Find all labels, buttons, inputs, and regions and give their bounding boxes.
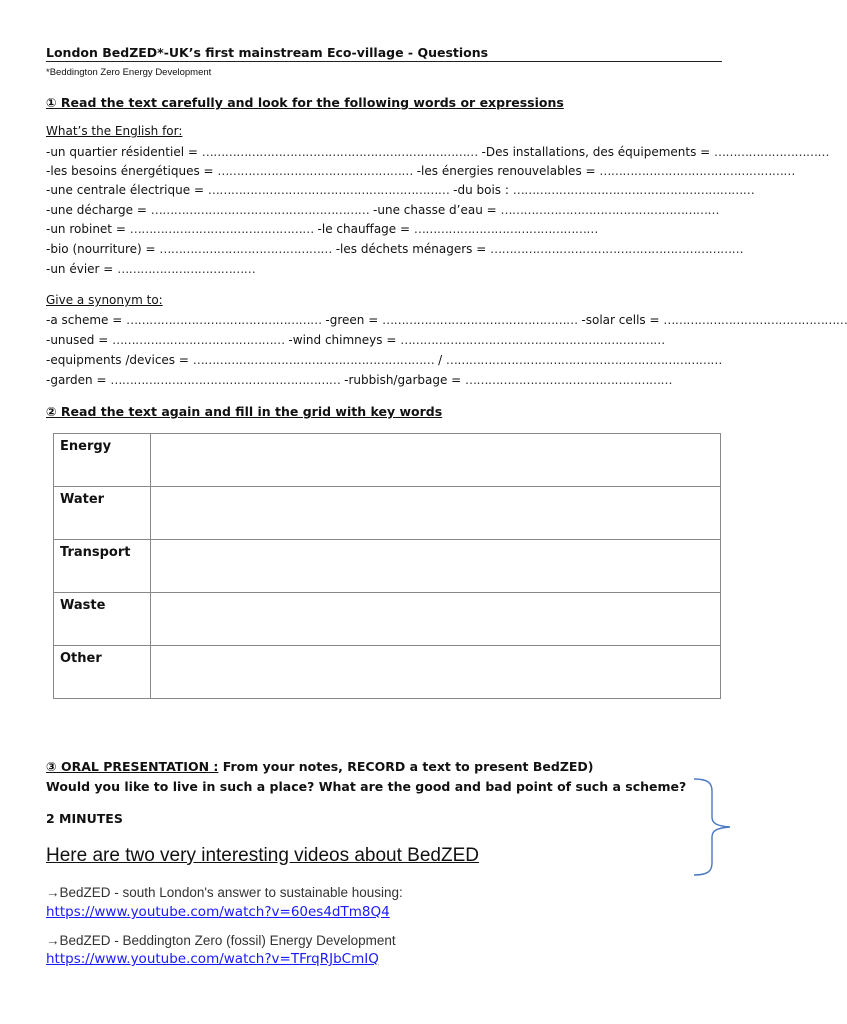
english-for-label: What’s the English for:	[46, 124, 183, 138]
vocab-prompt: -les énergies renouvelables =	[416, 164, 600, 178]
grid-row	[54, 434, 721, 487]
vocab-prompt: -une centrale électrique =	[46, 183, 208, 197]
vocab-row: -un quartier résidentiel = ……………………………………………………………… -Des installations, des équipements = …………………………	[46, 145, 830, 159]
section1-heading: ① Read the text carefully and look for the following words or expressions	[46, 95, 564, 110]
synonym-label: Give a synonym to:	[46, 293, 163, 307]
vocab-row: -un robinet = ………………………………………… -le chauffage = …………………………………………	[46, 222, 598, 236]
vocab-prompt: -une décharge =	[46, 203, 151, 217]
synonym-row: -garden = …………………………………………………… -rubbish/garbage = ………………………………………………	[46, 373, 673, 387]
grid-label: Water	[54, 487, 151, 540]
duration-label: 2 MINUTES	[46, 811, 123, 826]
section3-question: Would you like to live in such a place? What are the good and bad point of such a scheme?	[46, 779, 687, 794]
grid-label: Energy	[54, 434, 151, 487]
vocab-row: -une centrale électrique = ……………………………………………………… -du bois : ………………………………………………………	[46, 183, 755, 197]
synonym-prompt: -unused =	[46, 333, 113, 347]
grid-answer-cell[interactable]	[151, 646, 721, 699]
section3-heading	[46, 759, 594, 774]
right-brace-icon	[690, 777, 740, 877]
page-subtitle: *Beddington Zero Energy Development	[46, 67, 212, 78]
vocab-row: -les besoins énergétiques = …………………………………………… -les énergies renouvelables = ……………………………………………	[46, 164, 795, 178]
key-words-grid	[53, 433, 721, 699]
grid-row	[54, 646, 721, 699]
video-link[interactable]: https://www.youtube.com/watch?v=60es4dTm8Q4	[46, 904, 390, 920]
page-title: London BedZED*-UK’s first mainstream Eco-village - Questions	[46, 45, 722, 62]
synonym-prompt: -equipments /devices =	[46, 353, 193, 367]
synonym-prompt: -green =	[325, 313, 383, 327]
synonym-prompt: -rubbish/garbage =	[344, 373, 466, 387]
section3-circle: ③	[46, 759, 57, 774]
vocab-row: -bio (nourriture) = ……………………………………… -les déchets ménagers = …………………………………………………………	[46, 242, 744, 256]
grid-label: Transport	[54, 540, 151, 593]
video-label: →BedZED - south London's answer to sustainable housing:	[46, 885, 403, 900]
vocab-prompt: -Des installations, des équipements =	[481, 145, 715, 159]
section2-heading: ② Read the text again and fill in the grid with key words	[46, 404, 443, 419]
vocab-prompt: -bio (nourriture) =	[46, 242, 160, 256]
grid-answer-cell[interactable]	[151, 593, 721, 646]
vocab-prompt: -les déchets ménagers =	[335, 242, 491, 256]
grid-label: Other	[54, 646, 151, 699]
vocab-row: -une décharge = ………………………………………………… -une chasse d’eau = …………………………………………………	[46, 203, 719, 217]
section3-heading-rest: From your notes, RECORD a text to present BedZED)	[222, 759, 594, 774]
synonym-prompt: -a scheme =	[46, 313, 127, 327]
grid-answer-cell[interactable]	[151, 540, 721, 593]
synonym-prompt: /	[438, 353, 446, 367]
synonym-row: -a scheme = …………………………………………… -green = …………………………………………… -solar cells = …………………………………………	[46, 313, 847, 327]
grid-label: Waste	[54, 593, 151, 646]
vocab-prompt: -un quartier résidentiel =	[46, 145, 202, 159]
synonym-row: -unused = ……………………………………… -wind chimneys = ……………………………………………………………	[46, 333, 665, 347]
grid-answer-cell[interactable]	[151, 487, 721, 540]
videos-title: Here are two very interesting videos about BedZED	[46, 845, 479, 866]
grid-answer-cell[interactable]	[151, 434, 721, 487]
vocab-prompt: -le chauffage =	[317, 222, 414, 236]
video-label: →BedZED - Beddington Zero (fossil) Energy Development	[46, 933, 396, 948]
vocab-prompt: -un robinet =	[46, 222, 130, 236]
grid-row	[54, 487, 721, 540]
synonym-prompt: -solar cells =	[581, 313, 664, 327]
grid-row	[54, 540, 721, 593]
synonym-prompt: -wind chimneys =	[288, 333, 401, 347]
vocab-prompt: -du bois :	[453, 183, 513, 197]
vocab-prompt: -les besoins énergétiques =	[46, 164, 218, 178]
grid-row	[54, 593, 721, 646]
synonym-row: -equipments /devices = ……………………………………………………… / ………………………………………………………………	[46, 353, 722, 367]
vocab-prompt: -un évier =	[46, 262, 118, 276]
section3-heading-underlined: ORAL PRESENTATION :	[60, 759, 219, 774]
vocab-prompt: -une chasse d’eau =	[373, 203, 501, 217]
synonym-prompt: -garden =	[46, 373, 111, 387]
video-link[interactable]: https://www.youtube.com/watch?v=TFrqRJbCmIQ	[46, 951, 379, 967]
vocab-row: -un évier = ………………………………	[46, 262, 256, 276]
